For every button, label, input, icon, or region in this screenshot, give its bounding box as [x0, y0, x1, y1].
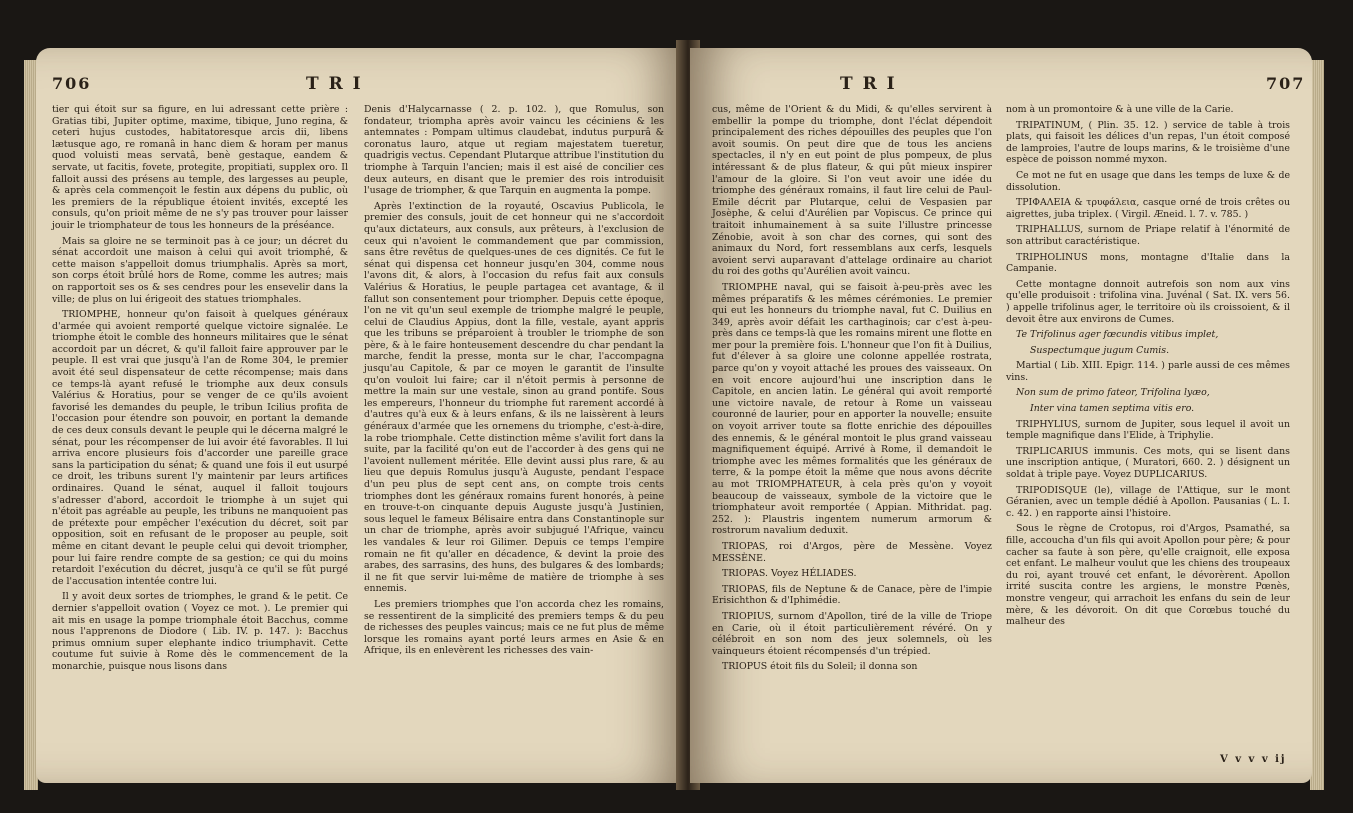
signature-mark: V v v v ij	[1220, 754, 1287, 765]
paragraph: TRIOPAS, roi d'Argos, père de Messène. Voyez MESSÈNE.	[712, 540, 992, 564]
paragraph: cus, même de l'Orient & du Midi, & qu'elles servirent à embellir la pompe du triomphe, dont l'éclat dépendoit principalement des riches dépouilles des peuples que l'on avoit soumis. On peut dire que de tous les anciens spectacles, il n'y en eut point de plus pompeux, de plus intéressant & de plus flateur, & qui pût mieux inspirer l'amour de la gloire. Si l'on veut avoir une idée du triomphe des généraux romains, il faut lire celui de Paul-Emile décrit par Plutarque, celui de Vespasien par Josèphe, & celui d'Aurélien par Vopiscus. Ce prince qui traitoit inhumainement à sa suite l'illustre princesse Zénobie, avoit à son char des cornes, qui sont des animaux du Nord, fort ressemblans aux cerfs, lesquels avoient servi auparavant d'attelage ordinaire au chariot du roi des goths qu'Aurélien avoit vaincu.	[712, 104, 992, 278]
paragraph: Ce mot ne fut en usage que dans les temps de luxe & de dissolution.	[1006, 169, 1290, 193]
left-running-head: T R I	[306, 74, 363, 94]
left-page	[36, 48, 686, 783]
verse-line: Suspectumque jugum Cumis.	[1030, 344, 1170, 356]
paragraph: Mais sa gloire ne se terminoit pas à ce jour; un décret du sénat accordoit une maison à celui qui avoit triomphé, & cette maison s'appelloit domus triumphalis. Après sa mort, son corps étoit brûlé hors de Rome, comme les autres; mais on rapportoit ses os & ses cendres pour les ensevelir dans la ville; de plus on lui érigeoit des statues triomphales.	[52, 235, 348, 305]
paragraph: tier qui étoit sur sa figure, en lui adressant cette prière : Gratias tibi, Jupiter optime, maxime, tibique, Juno regina, & ceteri hujus custodes, habitatoresque arcis dii, libens lætusque ago, re romanâ in hanc diem & horam per manus quod voluisti meas servatâ, benè gestaque, eandem & servate, ut facitis, fovete, protegite, propitiati, supplex oro. Il falloit aussi des présens au temple, des largesses au peuple, & après cela commençoit le festin aux dépens du public, où les premiers de la république étoient invités, excepté les consuls, qu'on prioit même de ne s'y pas trouver pour laisser jouir le triomphateur de tous les honneurs de la préséance.	[52, 104, 348, 231]
left-column-2	[364, 104, 664, 661]
paragraph: TRIOPIUS, surnom d'Apollon, tiré de la ville de Triope en Carie, où il étoit particulièrement révéré. On y célébroit en son nom des jeux solemnels, où les vainqueurs étoient récompensés d'un trépied.	[712, 610, 992, 657]
paragraph: Cette montagne donnoit autrefois son nom aux vins qu'elle produisoit : trifolina vina. Juvénal ( Sat. IX. vers 56. ) appelle trifolinus ager, le territoire où ils croissoient, & il devoit être aux environs de Cumes.	[1006, 278, 1290, 325]
paragraph: TRIPHOLINUS mons, montagne d'Italie dans la Campanie.	[1006, 251, 1290, 275]
paragraph: TRIPHALLUS, surnom de Priape relatif à l'énormité de son attribut caractéristique.	[1006, 224, 1290, 247]
paragraph: TRIOMPHE naval, qui se faisoit à-peu-près avec les mêmes préparatifs & les mêmes cérémonies. Le premier qui eut les honneurs du triomphe naval, fut C. Duilius en 349, après avoir défait les carthaginois; car c'est à-peu-près dans ce temps-là que les romains mirent une flotte en mer pour la première fois. L'honneur que l'on fit à Duilius, fut d'élever à sa gloire une colonne appellée rostrata, parce qu'on y voyoit attaché les proues des vaisseaux. On en voit encore aujourd'hui une inscription dans le Capitole, en ancien latin. Le général qui avoit remporté une victoire navale, de retour à Rome un vaisseau couronné de laurier, pour en apporter la nouvelle; ensuite on voyoit arriver toute sa flotte enrichie des dépouilles des ennemis, & le général montoit le plus grand vaisseau magnifiquement équipé. Arrivé à Rome, il demandoit le triomphe avec les mêmes formalités que les généraux de terre, & la pompe étoit la même que nous avons décrite au mot TRIOMPHATEUR, à cela près qu'on y voyoit beaucoup de vaisseaux, symbole de la victoire que le triomphateur avoit remportée ( Appian. Mithridat. pag. 252. ): Plaustris ingentem numerum armorum & rostrorum navalium deduxit.	[712, 281, 992, 537]
right-column-1	[712, 104, 992, 677]
paragraph: nom à un promontoire & à une ville de la Carie.	[1006, 104, 1234, 115]
paragraph: TRIPLICARIUS immunis. Ces mots, qui se lisent dans une inscription antique, ( Muratori, 660. 2. ) désignent un soldat à triple paye. Voyez DUPLICARIUS.	[1006, 445, 1290, 481]
paragraph: Les premiers triomphes que l'on accorda chez les romains, se ressentirent de la simplicité des premiers temps & du peu de richesses des peuples vaincus; mais ce ne fut plus de même lorsque les romains ayant porté leurs armes en Asie & en Afrique, ils en enlevèrent les richesses des vain-	[364, 598, 664, 657]
paragraph: TRIOPUS étoit fils du Soleil; il donna son	[722, 661, 918, 673]
left-page-number: 706	[52, 74, 92, 93]
paragraph: TRIOMPHE, honneur qu'on faisoit à quelques généraux d'armée qui avoient remporté quelque victoire signalée. Le triomphe étoit le comble des honneurs militaires que le sénat accordoit par un décret, & qu'il falloit faire approuver par le peuple. Il est vrai que jusqu'à l'an de Rome 304, le premier avoit été seul dispensateur de cette récompense; mais dans ce temps-là ayant refusé le triomphe aux deux consuls Valérius & Horatius, pour se venger de ce qu'ils avoient favorisé les demandes du peuple, le tribun Icilius profita de l'occasion pour étendre son pouvoir, en portant la demande de ces deux consuls devant le peuple qui le décerna malgré le sénat, pour les récompenser de lui avoir été favorables. Il lui arriva encore plusieurs fois d'accorder une pareille grace sans la participation du sénat; & quand une fois il eut usurpé ce droit, les tribuns surent l'y maintenir par leurs artifices ordinaires. Quand le sénat, auquel il falloit toujours s'adresser d'abord, accordoit le triomphe à un sujet qui n'étoit pas agréable au peuple, les tribuns ne manquoient pas de prétexte pour empêcher l'exécution du décret, soit par opposition, soit en refusant de le proposer au peuple, soit même en citant devant le peuple celui qui devoit triompher, pour lui faire rendre compte de sa gestion; ce qui du moins retardoit l'exécution du décret, jusqu'à ce qu'il se fût purgé de l'accusation intentée contre lui.	[52, 309, 348, 587]
right-column-2	[1006, 104, 1290, 632]
right-page	[690, 48, 1312, 783]
right-page-number: 707	[1266, 74, 1306, 93]
paragraph: Martial ( Lib. XIII. Epigr. 114. ) parle aussi de ces mêmes vins.	[1006, 360, 1290, 383]
paragraph: ΤΡΙΦΑΛΕΙΑ & τρυφάλεια, casque orné de trois crêtes ou aigrettes, juba triplex. ( Virgil. Æneid. l. 7. v. 785. )	[1006, 197, 1290, 220]
paragraph: TRIPATINUM, ( Plin. 35. 12. ) service de table à trois plats, qui faisoit les délices d'un repas, l'un étoit composé de lamproies, l'autre de loups marins, & le troisième d'une espèce de poisson nommé myxon.	[1006, 119, 1290, 166]
left-column-1	[52, 104, 348, 677]
right-page-edges	[1310, 60, 1324, 790]
paragraph: Après l'extinction de la royauté, Oscavius Publicola, le premier des consuls, jouit de cet honneur qui ne s'accordoit qu'aux dictateurs, aux consuls, aux prêteurs, à l'exclusion de ceux qui n'avoient le commandement que par commission, sans être revêtus de quelques-unes de ces dignités. Ce fut le sénat qui dispensa cet honneur jusqu'en 304, comme nous l'avons dit, & alors, à l'occasion du refus fait aux consuls Valérius & Horatius, le peuple partagea cet avantage, & il fallut son consentement pour triompher. Depuis cette époque, l'on ne vit qu'un seul exemple de triomphe malgré le peuple, celui de Claudius Appius, dont la fille, vestale, ayant appris que les tribuns se préparoient à troubler le triomphe de son père, & à le faire honteusement descendre du char pendant la marche, fendit la presse, monta sur le char, l'accompagna jusqu'au Capitole, & par ce moyen le garantit de l'insulte qu'on vouloit lui faire; car il n'étoit permis à personne de mettre la main sur une vestale, sinon au grand pontife. Sous les empereurs, l'honneur du triomphe fut rarement accordé à d'autres qu'à eux & à leurs enfans, & ils ne laissèrent à leurs généraux d'armée que les ornemens du triomphe, c'est-à-dire, la robe triomphale. Cette distinction même s'avilit fort dans la suite, par la facilité qu'on eut de l'accorder à des gens qui ne l'avoient nullement méritée. Elle devint aussi plus rare, & au lieu que depuis Romulus jusqu'à Auguste, pendant l'espace d'un peu plus de sept cent ans, on compte trois cents triomphes dont les généraux romains furent honorés, à peine en trouve-t-on cinquante depuis Auguste jusqu'à Justinien, sous lequel le fameux Bélisaire entra dans Constantinople sur un char de triomphe, après avoir subjugué l'Afrique, vaincu les vandales & leur roi Gilimer. Depuis ce temps l'empire romain ne fit qu'aller en décadence, & devint la proie des arabes, des sarrasins, des huns, des bulgares & des lombards; il ne fit que servir lui-même de matière de triomphe à ses ennemis.	[364, 200, 664, 595]
verse-line: Inter vina tamen septima vitis ero.	[1030, 403, 1195, 415]
verse-line: Non sum de primo fateor, Trifolina lyæo,	[1016, 387, 1210, 399]
paragraph: TRIPHYLIUS, surnom de Jupiter, sous lequel il avoit un temple magnifique dans l'Elide, à Triphylie.	[1006, 418, 1290, 442]
right-running-head: T R I	[840, 74, 897, 94]
paragraph: Sous le règne de Crotopus, roi d'Argos, Psamathé, sa fille, accoucha d'un fils qui avoit Apollon pour père; & pour cacher sa faute à son père, qu'elle craignoit, elle exposa cet enfant. Le malheur voulut que les chiens des troupeaux du roi, ayant trouvé cet enfant, le dévorèrent. Apollon irrité suscita contre les argiens, le monstre Pœnès, monstre vengeur, qui arrachoit les enfans du sein de leur mère, & les dévoroit. On dit que Corœbus touché du malheur des	[1006, 523, 1290, 628]
verse-line: Te Trifolinus ager fœcundis vitibus implet,	[1016, 329, 1219, 341]
paragraph: TRIOPAS. Voyez HÉLIADES.	[722, 568, 857, 580]
paragraph: TRIPODISQUE (le), village de l'Attique, sur le mont Géranien, avec un temple dédié à Apollon. Pausanias ( L. I. c. 42. ) en rapporte ainsi l'histoire.	[1006, 484, 1290, 519]
paragraph: TRIOPAS, fils de Neptune & de Canace, père de l'impie Erisichthon & d'Iphimédie.	[712, 583, 992, 607]
paragraph: Denis d'Halycarnasse ( 2. p. 102. ), que Romulus, son fondateur, triompha après avoir vaincu les céciniens & les antemnates : Pompam ultimus claudebat, indutus purpurâ & coronatus lauro, atque ut regiam majestatem tueretur, quadrigis vectus. Cependant Plutarque attribue l'institution du triomphe à Tarquin l'ancien; mais il est aisé de concilier ces deux auteurs, en disant que le premier des rois introduisit l'usage de triompher, & que Tarquin en augmenta la pompe.	[364, 104, 664, 197]
paragraph: Il y avoit deux sortes de triomphes, le grand & le petit. Ce dernier s'appelloit ovation ( Voyez ce mot. ). Le premier qui ait mis en usage la pompe triomphale étoit Bacchus, comme nous l'apprenons de Diodore ( Lib. IV. p. 147. ): Bacchus primus omnium super elephante indico triumphavit. Cette coutume fut suivie à Rome dès le commencement de la monarchie, puisque nous lisons dans	[52, 591, 348, 672]
